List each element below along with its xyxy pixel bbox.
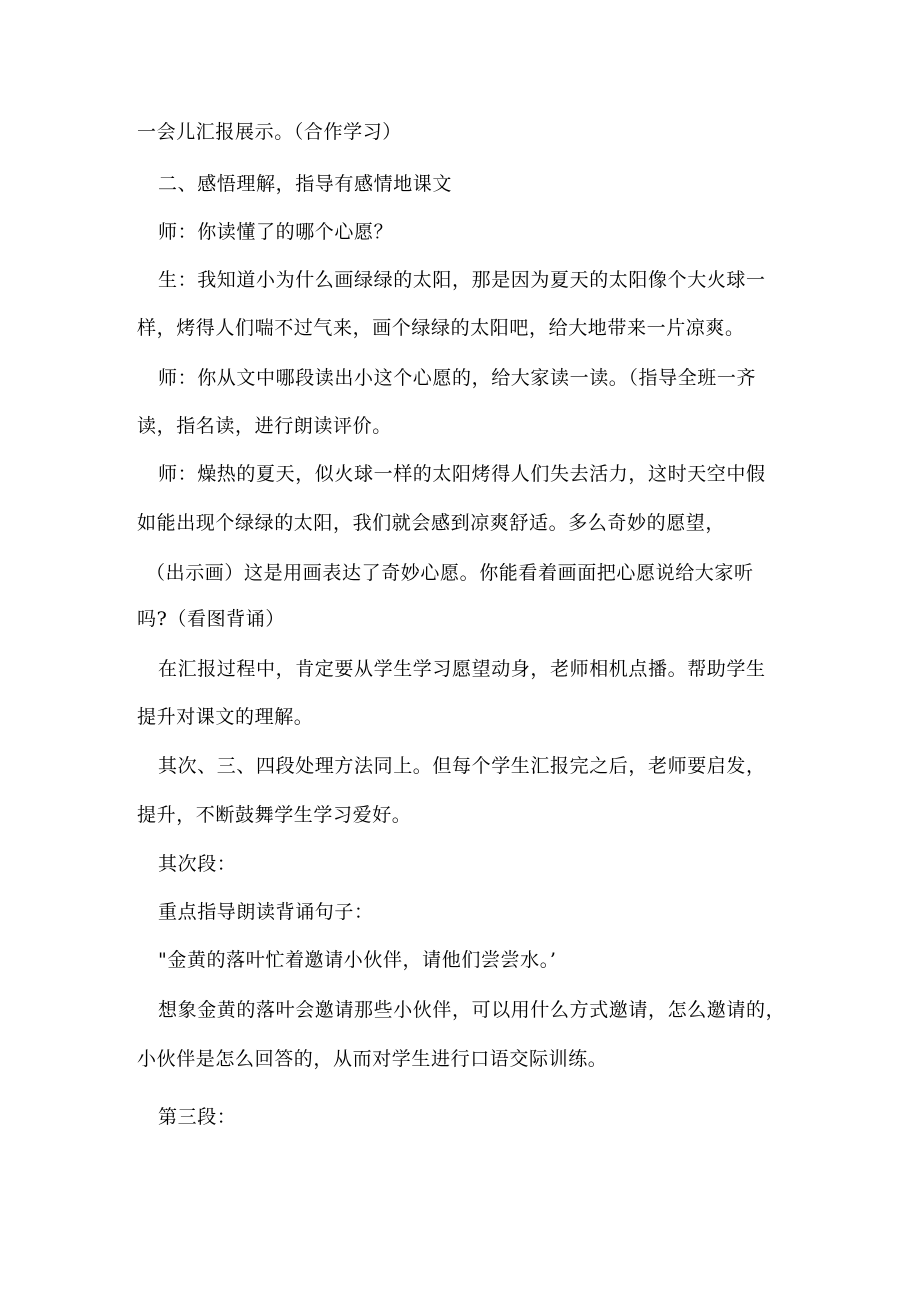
text-line: 如能出现个绿绿的太阳，我们就会感到凉爽舒适。多么奇妙的愿望， [137, 512, 726, 534]
text-line: 样，烤得人们喘不过气来，画个绿绿的太阳吧，给大地带来一片凉爽。 [137, 317, 745, 339]
text-line: 想象金黄的落叶会邀请那些小伙伴，可以用什么方式邀请，怎么邀请的， [158, 999, 786, 1021]
text-line: （出示画）这是用画表达了奇妙心愿。你能看着画面把心愿说给大家听 [146, 562, 754, 584]
section-heading: 二、感悟理解，指导有感情地课文 [158, 173, 453, 195]
text-line: 生：我知道小为什么画绿绿的太阳，那是因为夏天的太阳像个大火球一 [158, 269, 766, 291]
text-line: 吗?（看图背诵） [137, 608, 285, 630]
text-line: 师：你读懂了的哪个心愿？ [158, 221, 394, 243]
text-line: 重点指导朗读背诵句子： [158, 901, 374, 923]
text-line: 读，指名读，进行朗读评价。 [137, 415, 392, 437]
quote-line: "金黄的落叶忙着邀请小伙伴，请他们尝尝水。’ [158, 949, 557, 971]
section-heading: 第三段： [158, 1106, 237, 1128]
text-line: 一会儿汇报展示。（合作学习） [137, 121, 402, 143]
text-line: 师：你从文中哪段读出小这个心愿的，给大家读一读。（指导全班一齐 [158, 367, 757, 389]
section-heading: 其次段： [158, 853, 237, 875]
text-line: 提升，不断鼓舞学生学习爱好。 [137, 804, 412, 826]
text-line: 小伙伴是怎么回答的，从而对学生进行口语交际训练。 [137, 1048, 608, 1070]
text-line: 其次、三、四段处理方法同上。但每个学生汇报完之后，老师要启发， [158, 755, 766, 777]
text-line: 在汇报过程中，肯定要从学生学习愿望动身，老师相机点播。帮助学生 [158, 658, 766, 680]
text-line: 师：燥热的夏天，似火球一样的太阳烤得人们失去活力，这时天空中假 [158, 463, 766, 485]
text-line: 提升对课文的理解。 [137, 706, 314, 728]
